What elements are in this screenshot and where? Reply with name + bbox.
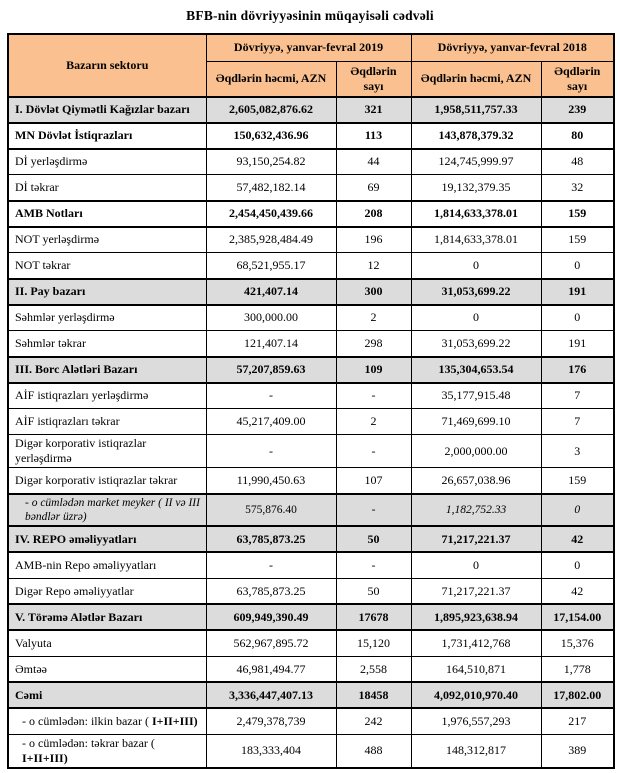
volume-2018-cell: 1,895,923,638.94	[411, 604, 541, 630]
count-2018-cell: 42	[541, 526, 614, 552]
count-2019-cell: 17678	[336, 604, 411, 630]
count-2019-cell: 18458	[336, 682, 411, 708]
count-2018-cell: 1,778	[541, 656, 614, 682]
count-2019-cell: 109	[336, 357, 411, 383]
volume-2019-cell: 93,150,254.82	[206, 149, 336, 175]
count-2019-cell: 488	[336, 734, 411, 768]
sector-cell: AİF istiqrazları yerləşdirmə	[8, 383, 206, 409]
count-2018-cell: 7	[541, 383, 614, 409]
table-row	[8, 357, 614, 383]
col-header-count-2019: Əqdlərin sayı	[336, 61, 411, 97]
col-header-volume-2018: Əqdlərin həcmi, AZN	[411, 61, 541, 97]
count-2018-cell: 7	[541, 409, 614, 435]
sector-cell: IV. REPO əməliyyatları	[8, 526, 206, 552]
count-2018-cell: 3	[541, 435, 614, 468]
sector-cell: Valyuta	[8, 630, 206, 656]
count-2018-cell: 217	[541, 708, 614, 734]
table-row	[8, 734, 614, 768]
table-row	[8, 494, 614, 527]
volume-2018-cell: 71,217,221.37	[411, 526, 541, 552]
table-row	[8, 305, 614, 331]
volume-2019-cell: 609,949,390.49	[206, 604, 336, 630]
volume-2019-cell: 57,207,859.63	[206, 357, 336, 383]
table-row	[8, 468, 614, 494]
table-body	[8, 97, 614, 768]
volume-2019-cell: 11,990,450.63	[206, 468, 336, 494]
count-2019-cell: -	[336, 435, 411, 468]
sector-cell: Dİ yerləşdirmə	[8, 149, 206, 175]
sector-label-part: - o cümlədən: təkrar bazar (	[22, 735, 155, 750]
count-2018-cell: 15,376	[541, 630, 614, 656]
count-2019-cell: 242	[336, 708, 411, 734]
count-2018-cell: 159	[541, 227, 614, 253]
count-2018-cell: 159	[541, 201, 614, 227]
sector-cell: Digər korporativ istiqrazlar təkrar	[8, 468, 206, 494]
volume-2019-cell: 2,605,082,876.62	[206, 97, 336, 123]
sector-cell: I. Dövlət Qiymətli Kağızlar bazarı	[8, 97, 206, 123]
volume-2019-cell: 2,454,450,439.66	[206, 201, 336, 227]
count-2019-cell: 208	[336, 201, 411, 227]
sector-cell: V. Törəmə Alətlər Bazarı	[8, 604, 206, 630]
table-row	[8, 682, 614, 708]
volume-2018-cell: 148,312,817	[411, 734, 541, 768]
sector-cell: NOT təkrar	[8, 253, 206, 279]
volume-2019-cell: 575,876.40	[206, 494, 336, 527]
table-row	[8, 227, 614, 253]
count-2019-cell: 2,558	[336, 656, 411, 682]
volume-2019-cell: 3,336,447,407.13	[206, 682, 336, 708]
col-header-count-2018: Əqdlərin sayı	[541, 61, 614, 97]
sector-label-part: - o cümlədən: ilkin bazar (	[22, 714, 152, 728]
sector-cell: III. Borc Alətləri Bazarı	[8, 357, 206, 383]
count-2018-cell: 0	[541, 305, 614, 331]
volume-2018-cell: 1,958,511,757.33	[411, 97, 541, 123]
count-2019-cell: 2	[336, 305, 411, 331]
count-2019-cell: 300	[336, 279, 411, 305]
volume-2018-cell: 124,745,999.97	[411, 149, 541, 175]
count-2018-cell: 191	[541, 331, 614, 357]
count-2019-cell: -	[336, 494, 411, 527]
col-header-group-2019: Dövriyyə, yanvar-fevral 2019	[206, 34, 411, 61]
volume-2019-cell: 421,407.14	[206, 279, 336, 305]
count-2018-cell: 42	[541, 578, 614, 604]
volume-2018-cell: 0	[411, 305, 541, 331]
count-2019-cell: 12	[336, 253, 411, 279]
volume-2019-cell: 150,632,436.96	[206, 123, 336, 149]
volume-2018-cell: 0	[411, 253, 541, 279]
volume-2019-cell: 57,482,182.14	[206, 175, 336, 201]
volume-2018-cell: 143,878,379.32	[411, 123, 541, 149]
volume-2018-cell: 35,177,915.48	[411, 383, 541, 409]
table-row	[8, 149, 614, 175]
table-row	[8, 604, 614, 630]
table-row	[8, 630, 614, 656]
volume-2019-cell: 183,333,404	[206, 734, 336, 768]
sector-cell: AİF istiqrazları təkrar	[8, 409, 206, 435]
sector-cell: MN Dövlət İstiqrazları	[8, 123, 206, 149]
volume-2018-cell: 1,182,752.33	[411, 494, 541, 527]
volume-2018-cell: 164,510,871	[411, 656, 541, 682]
table-row	[8, 435, 614, 468]
table-header	[8, 34, 614, 97]
table-row	[8, 552, 614, 578]
count-2018-cell: 389	[541, 734, 614, 768]
volume-2019-cell: 63,785,873.25	[206, 526, 336, 552]
volume-2019-cell: -	[206, 383, 336, 409]
count-2018-cell: 17,802.00	[541, 682, 614, 708]
count-2018-cell: 80	[541, 123, 614, 149]
sector-label-part: I+II+III)	[151, 714, 198, 728]
sector-cell: Səhmlər yerləşdirmə	[8, 305, 206, 331]
count-2019-cell: 298	[336, 331, 411, 357]
volume-2019-cell: 300,000.00	[206, 305, 336, 331]
sector-cell: AMB Notları	[8, 201, 206, 227]
volume-2018-cell: 0	[411, 552, 541, 578]
sector-label-part: I+II+III)	[22, 750, 68, 765]
count-2018-cell: 17,154.00	[541, 604, 614, 630]
volume-2018-cell: 4,092,010,970.40	[411, 682, 541, 708]
count-2018-cell: 0	[541, 494, 614, 527]
table-row	[8, 708, 614, 734]
volume-2019-cell: 562,967,895.72	[206, 630, 336, 656]
volume-2018-cell: 71,217,221.37	[411, 578, 541, 604]
sector-cell: - o cümlədən market meyker ( II və III bəndlər üzrə)	[8, 494, 206, 527]
volume-2019-cell: 46,981,494.77	[206, 656, 336, 682]
count-2019-cell: 113	[336, 123, 411, 149]
count-2018-cell: 159	[541, 468, 614, 494]
count-2019-cell: 44	[336, 149, 411, 175]
sector-cell: II. Pay bazarı	[8, 279, 206, 305]
page-title: BFB-nin dövriyyəsinin müqayisəli cədvəli	[186, 8, 434, 23]
volume-2019-cell: 2,479,378,739	[206, 708, 336, 734]
table-row	[8, 253, 614, 279]
col-header-volume-2019: Əqdlərin həcmi, AZN	[206, 61, 336, 97]
sector-cell: Cəmi	[8, 682, 206, 708]
count-2019-cell: 321	[336, 97, 411, 123]
count-2019-cell: 2	[336, 409, 411, 435]
header-group-row	[8, 34, 614, 61]
table-row	[8, 279, 614, 305]
table-row	[8, 383, 614, 409]
volume-2019-cell: 45,217,409.00	[206, 409, 336, 435]
volume-2019-cell: -	[206, 552, 336, 578]
sector-cell	[8, 734, 206, 768]
count-2019-cell: 196	[336, 227, 411, 253]
count-2019-cell: -	[336, 383, 411, 409]
volume-2018-cell: 1,731,412,768	[411, 630, 541, 656]
count-2018-cell: 239	[541, 97, 614, 123]
volume-2018-cell: 1,814,633,378.01	[411, 227, 541, 253]
table-row	[8, 201, 614, 227]
volume-2018-cell: 1,814,633,378.01	[411, 201, 541, 227]
volume-2019-cell: 68,521,955.17	[206, 253, 336, 279]
table-row	[8, 526, 614, 552]
volume-2019-cell: 63,785,873.25	[206, 578, 336, 604]
volume-2019-cell: 2,385,928,484.49	[206, 227, 336, 253]
volume-2018-cell: 26,657,038.96	[411, 468, 541, 494]
count-2019-cell: 69	[336, 175, 411, 201]
sector-cell: Əmtəə	[8, 656, 206, 682]
count-2019-cell: 50	[336, 578, 411, 604]
volume-2018-cell: 19,132,379.35	[411, 175, 541, 201]
count-2018-cell: 32	[541, 175, 614, 201]
volume-2019-cell: 121,407.14	[206, 331, 336, 357]
volume-2018-cell: 31,053,699.22	[411, 279, 541, 305]
count-2018-cell: 191	[541, 279, 614, 305]
volume-2018-cell: 1,976,557,293	[411, 708, 541, 734]
count-2018-cell: 0	[541, 253, 614, 279]
volume-2018-cell: 71,469,699.10	[411, 409, 541, 435]
sector-cell: NOT yerləşdirmə	[8, 227, 206, 253]
table-row	[8, 123, 614, 149]
count-2019-cell: -	[336, 552, 411, 578]
col-header-sector: Bazarın sektoru	[8, 34, 206, 97]
count-2019-cell: 107	[336, 468, 411, 494]
table-row	[8, 97, 614, 123]
sector-cell: AMB-nin Repo əməliyyatları	[8, 552, 206, 578]
volume-2018-cell: 31,053,699.22	[411, 331, 541, 357]
table-row	[8, 175, 614, 201]
sector-cell: Səhmlər təkrar	[8, 331, 206, 357]
table-row	[8, 409, 614, 435]
sector-cell	[8, 708, 206, 734]
sector-cell: Digər korporativ istiqrazlar yerləşdirmə	[8, 435, 206, 468]
count-2019-cell: 15,120	[336, 630, 411, 656]
count-2018-cell: 0	[541, 552, 614, 578]
col-header-group-2018: Dövriyyə, yanvar-fevral 2018	[411, 34, 614, 61]
count-2019-cell: 50	[336, 526, 411, 552]
volume-2018-cell: 2,000,000.00	[411, 435, 541, 468]
count-2018-cell: 48	[541, 149, 614, 175]
table-row	[8, 331, 614, 357]
table-row	[8, 656, 614, 682]
comparison-table	[7, 33, 615, 769]
sector-cell: Digər Repo əməliyyatlar	[8, 578, 206, 604]
count-2018-cell: 176	[541, 357, 614, 383]
table-row	[8, 578, 614, 604]
volume-2018-cell: 135,304,653.54	[411, 357, 541, 383]
volume-2019-cell: -	[206, 435, 336, 468]
sector-cell: Dİ təkrar	[8, 175, 206, 201]
